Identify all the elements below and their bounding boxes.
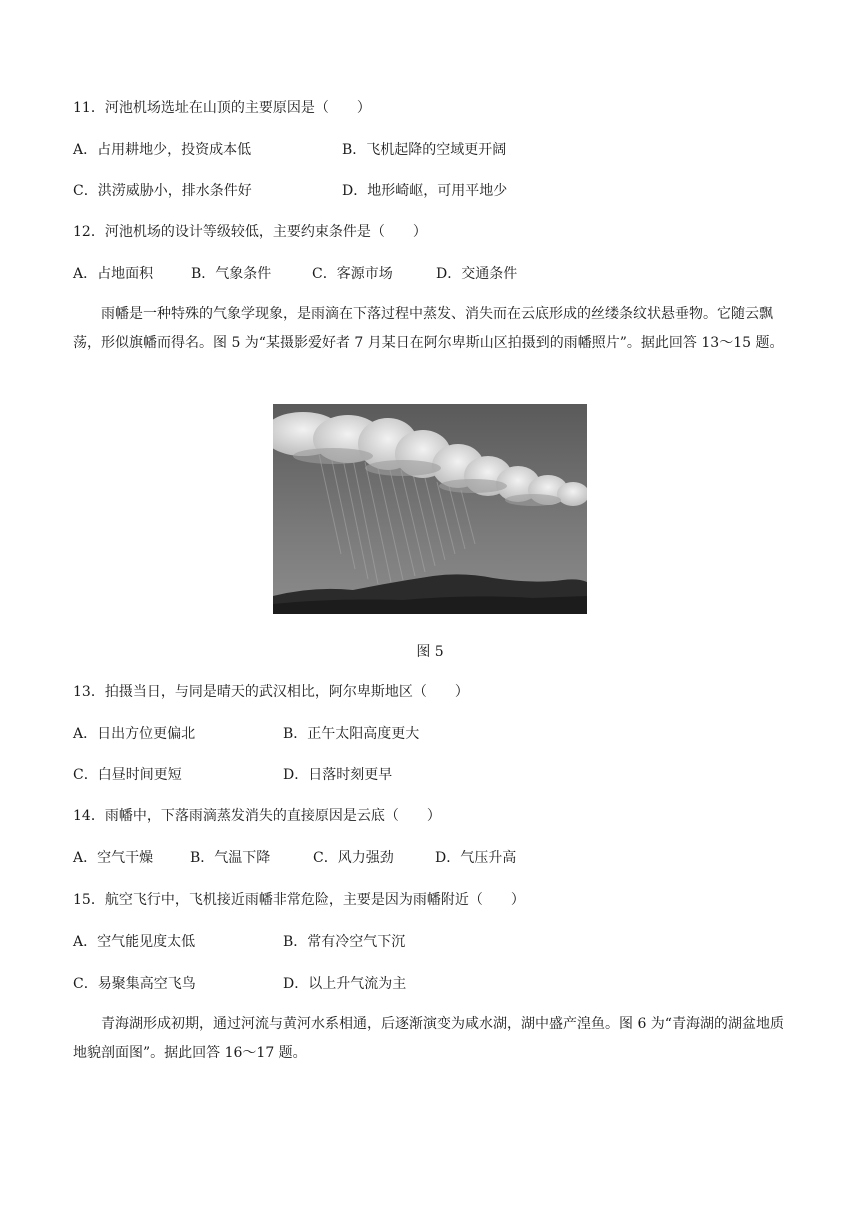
question-15-stem: 15．航空飞行中，飞机接近雨幡非常危险，主要是因为雨幡附近（ ） — [73, 892, 525, 908]
figure-5-caption: 图 5 — [416, 644, 444, 660]
question-13-option-c: C．白昼时间更短 — [73, 767, 182, 783]
question-13-option-b: B．正午太阳高度更大 — [283, 726, 420, 742]
question-11-option-c: C．洪涝威胁小，排水条件好 — [73, 183, 252, 199]
question-13-options-row1 — [73, 724, 419, 744]
question-12-options-row — [73, 264, 517, 284]
question-12-option-b: B．气象条件 — [191, 266, 272, 282]
question-11-options-row2 — [73, 181, 507, 201]
question-13-option-d: D．日落时刻更早 — [283, 767, 393, 783]
question-14-options-row — [73, 848, 516, 868]
question-15-option-c: C．易聚集高空飞鸟 — [73, 976, 196, 992]
question-11-stem: 11．河池机场选址在山顶的主要原因是（ ） — [73, 100, 371, 116]
question-15-option-d: D．以上升气流为主 — [283, 976, 407, 992]
question-14-option-c: C．风力强劲 — [313, 850, 394, 866]
question-15-option-b: B．常有冷空气下沉 — [283, 934, 406, 950]
question-14-option-b: B．气温下降 — [190, 850, 271, 866]
question-14-option-d: D．气压升高 — [435, 850, 517, 866]
question-14-stem: 14．雨幡中，下落雨滴蒸发消失的直接原因是云底（ ） — [73, 808, 441, 824]
question-14-option-a: A．空气干燥 — [73, 850, 154, 866]
virga-photo — [273, 404, 587, 614]
question-15-option-a: A．空气能见度太低 — [73, 934, 196, 950]
passage-qinghai-lake: 青海湖形成初期，通过河流与黄河水系相通，后逐渐演变为咸水湖，湖中盛产湟鱼。图 6 为“青海湖的湖盆地质地貌剖面图”。据此回答 16～17 题。 — [73, 1016, 784, 1061]
question-15-options-row2 — [73, 974, 406, 994]
question-12-option-c: C．客源市场 — [312, 266, 393, 282]
question-11-option-a: A．占用耕地少，投资成本低 — [73, 142, 252, 158]
question-13-option-a: A．日出方位更偏北 — [73, 726, 196, 742]
question-12-option-d: D．交通条件 — [436, 266, 518, 282]
passage-virga: 雨幡是一种特殊的气象学现象，是雨滴在下落过程中蒸发、消失而在云底形成的丝缕条纹状悬垂物。它随云飘荡，形似旗幡而得名。图 5 为“某摄影爱好者 7 月某日在阿尔卑斯山区拍摄到的雨幡照片”。据此回答 13～15 题。 — [73, 306, 784, 351]
question-13-options-row2 — [73, 765, 392, 785]
question-12-option-a: A．占地面积 — [73, 266, 154, 282]
question-11-option-d: D．地形崎岖，可用平地少 — [342, 183, 508, 199]
question-12-stem: 12．河池机场的设计等级较低，主要约束条件是（ ） — [73, 224, 427, 240]
question-11-options-row1 — [73, 140, 506, 160]
question-11-option-b: B．飞机起降的空域更开阔 — [342, 142, 507, 158]
question-15-options-row1 — [73, 932, 405, 952]
question-13-stem: 13．拍摄当日，与同是晴天的武汉相比，阿尔卑斯地区（ ） — [73, 684, 469, 700]
